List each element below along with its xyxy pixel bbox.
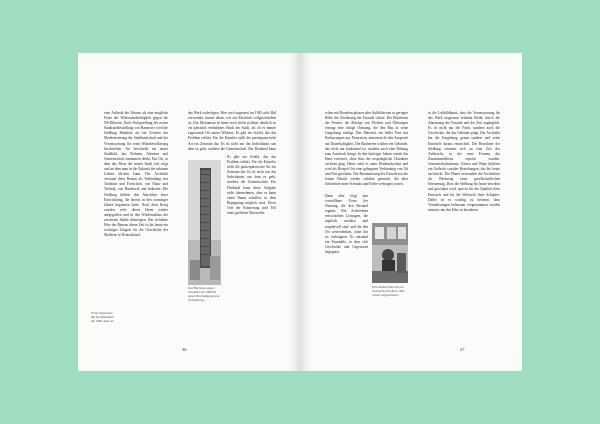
left-col2-lower-text: Es gibt ein Schild, das das Problem erklärt. Für die Künstler stellt die partizipatorische Art ein Zentrum dar. Es ist nicht nur das Individuum, um dem es geht, sondern die Gemeinschaft. Ein Denkmal kann diese Aufgabe nicht übernehmen, aber es kann einen Raum schaffen, in dem Begegnung möglich wird. Diese Orte der Erinnerung sind Teil eines größeren Netzwerks. [227, 155, 276, 216]
right-page [300, 53, 522, 371]
right-col1-mid-text: Dann aber folgt nun vorstellbare Form der Nutzung, die den Bestand ergänzt. Die Architekten entwickelten Lösungen, die zugleich modern und respektvoll sind, und die den Ort weiterdenken, ohne ihn zu verleugnen. Es entstand ein Ensemble, in dem sich Geschichte und Gegenwart begegnen. [325, 194, 368, 255]
right-column-1-top [325, 111, 408, 193]
right-figure-caption: Verschiedene Berichte zur Geschichte des Baus 1961 wieder aufgenommen [372, 285, 405, 298]
tower-image [188, 160, 221, 285]
right-column-1-mid [325, 194, 368, 330]
room-photo [372, 223, 408, 283]
room-image [372, 223, 408, 283]
left-figure-caption: Das Hochhaus gegen Fassaden um 1988 mit bauen Beschädigung und Veränderung [188, 286, 220, 303]
book-spread [78, 53, 522, 371]
right-page-number: 37 [460, 347, 465, 352]
right-col1-text: schen mit Bauelem phasen oder Aufbildseiten in geringer Höhe die Gliederung der Fassade stiften. Der Rhythmus der Fenster, die Abfolge von Pfeilern und Öffnungen erzeugt eine ruhige Ordnung, die den Bau in seine Umgebung einfügt. Das Material, ein heller Putz mit Einfassungen aus Naturstein, unterstreicht den Anspruch auf Dauerhaftigkeit. Die Bauherren wollten ein Gebäude, das nicht nur funktional ist, sondern auch eine Haltung zum Ausdruck bringt. In den fünfziger Jahren wurde das Haus erweitert, ohne dass der ursprüngliche Charakter verloren ging. Heute steht es unter Denkmalschutz und wird als Beispiel für eine gelungene Verbindung von Alt und Neu geschätzt. Die Restaurierung der Fassade hat die feinen Details wieder sichtbar gemacht, die über Jahrzehnte unter Schmutz und Farbe verborgen waren. [325, 111, 408, 187]
left-column-1 [104, 111, 168, 329]
left-col2-text: das Werk widerlegen. Hier wird zugesetzt im 1945 sehr Mal verwendet, immer daran, wie ein Abschnitt vollgeschrieben ist. Das Monument ist heute noch leicht sichtbar, deutlich ist ein plastisch verhaltenes Stück der Stadt, als ob es immer zugewandt Ort seines Wirkens. Es gibt ein Schild, das das Problem erklärt. Für die Künstler stellt die partizipatorische Art ein Zentrum dar. Es ist nicht nur das Individuum, um dem es geht, sondern die Gemeinschaft. Ein Denkmal kann [188, 111, 276, 151]
left-column-2-lower [227, 155, 276, 330]
tower-photo [188, 160, 221, 285]
left-page-number: 36 [182, 347, 187, 352]
right-col2-text: in die Luftbildkunst, dass die Verantwortung für das Werk insgesamt erhalten bleibt, durch die Abnutzung der Fassade und der Zeit zugänglich. Es ist nicht nur die Form, sondern auch die Geschichte, die das Gebäude prägt. Der Architekt hat die Umgebung genau studiert und seine Entwürfe daraus entwickelt. Die Bewohner der Siedlung erinnern sich an eine Zeit des Aufbruchs, in der neue Formen des Zusammenlebens erprobt wurden. Gemeinschaftsräume, Gärten und Wege bildeten ein Geflecht sozialer Beziehungen, das bis heute nachwirkt. Die Planer verstanden die Architektur als Werkzeug einer gesellschaftlichen Erneuerung. Dass die Siedlung bis heute bewohnt und geschätzt wird, spricht für die Qualität ihres Entwurfs und für die Weitsicht ihrer Schöpfer. Dabei ist es wichtig zu betonen, dass Veränderungen behutsam vorgenommen werden müssen, um das Erbe zu bewahren. [428, 111, 500, 212]
left-col1-text: eine Ästhetik der Absenz als eine mögliche Form der Widerstandsfähigkeit gegen die NS-Diktatur. Nach Fertigstellung der neuen Stadtrandbesiedlung von Hannover wird die Siedlung Hainholz als ein Zeichen der Modernisierung der Stadtlandschaft und der Verantwortung für seine Wohnbevölkerung beschrieben. Sie beschreibt ein neues Stadtbild, das Wohnen, Arbeiten und Gemeinschaft zusammen denkt. Ein Ort, in dem das Beste der neuen Stadt sich zeigt und an dem man in die Zukunft des urbanen Lebens blicken kann. Der Architekt verstand diese Bauten als Verbindung von Tradition und Fortschritt, von Natur und Technik, von Handwerk und Industrie. Die Siedlung bildete den Abschluss einer Entwicklung, die bereits in den zwanziger Jahren begonnen hatte. Nach dem Krieg wurden viele dieser Ideen wieder aufgegriffen und in den Wiederaufbau der zerstörten Städte übertragen. Das sichtbare Erbe des Bauens dieser Zeit ist bis heute ein wichtiges Zeugnis für die Geschichte der Moderne in Deutschland. [104, 111, 168, 238]
left-page [78, 53, 300, 371]
right-column-2 [428, 111, 500, 329]
left-footnote: 8 Vgl. Interviews mit der Künstlerin um 1990, Seite 45 [91, 311, 114, 324]
left-column-2-top [188, 111, 276, 151]
